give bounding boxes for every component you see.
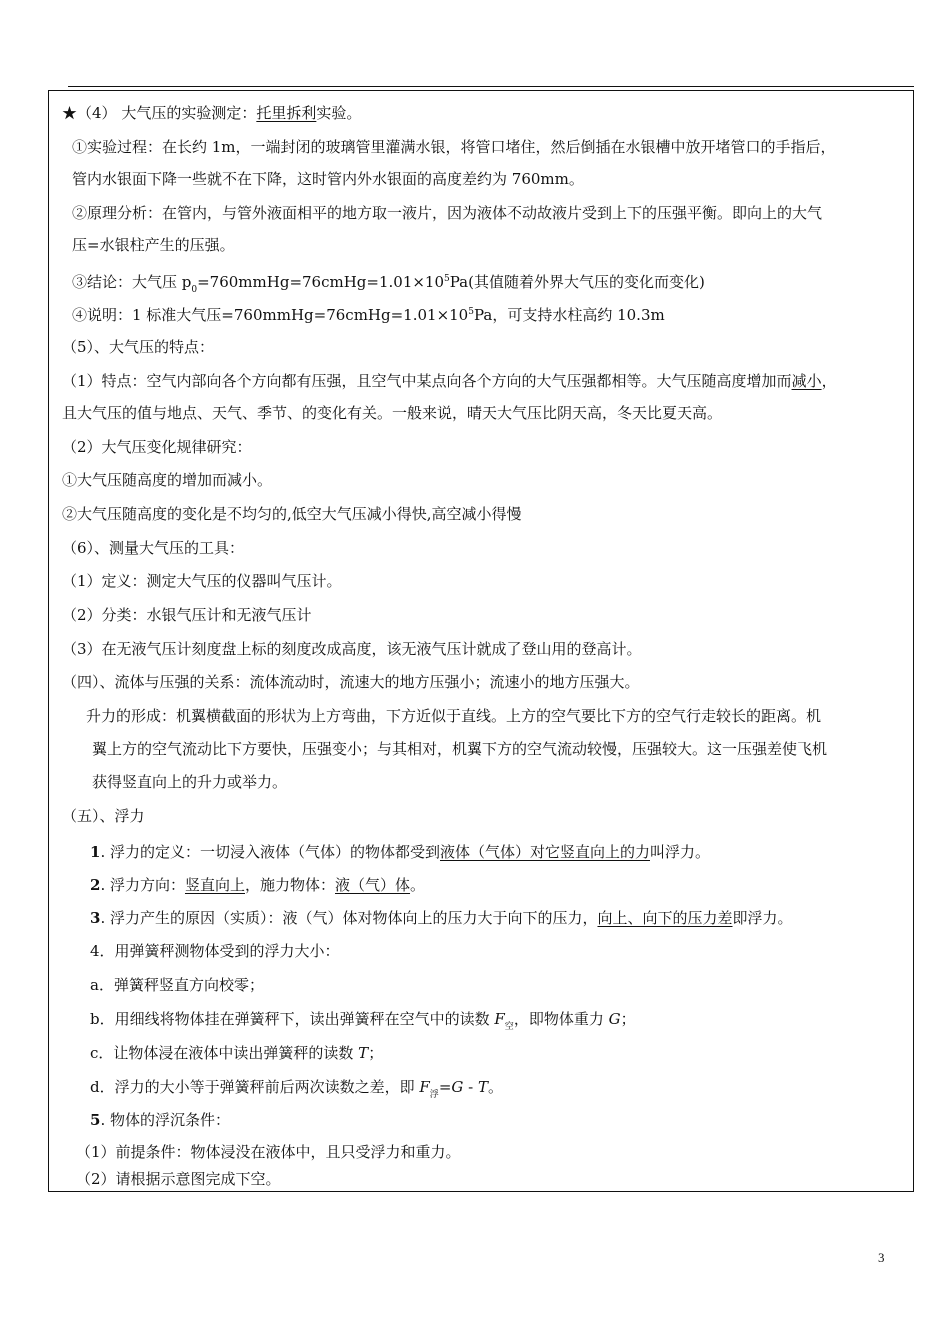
altimeter-note: （3）在无液气压计刻度盘上标的刻度改成高度，该无液气压计就成了登山用的登高计。 xyxy=(62,640,642,658)
rule-b: ②大气压随高度的变化是不均匀的,低空大气压减小得快,高空减小得慢 xyxy=(62,505,522,523)
principle-line-1: ②原理分析：在管内，与管外液面相平的地方取一液片，因为液体不动故液片受到上下的压强平衡。即向上的大气 xyxy=(72,204,823,222)
feature-line-2: 且大气压的值与地点、天气、季节、的变化有关。一般来说，晴天大气压比阴天高，冬天比夏天高。 xyxy=(62,404,723,422)
page-number: 3 xyxy=(878,1250,885,1265)
step-c: c．让物体浸在液体中读出弹簧秤的读数 T； xyxy=(90,1044,384,1062)
barometer-types: （2）分类：水银气压计和无液气压计 xyxy=(62,606,312,624)
principle-line-2: 压=水银柱产生的压强。 xyxy=(72,236,235,254)
torricelli-term: 托里拆利 xyxy=(256,104,317,122)
buoyancy-direction: 2. 浮力方向：竖直向上，施力物体：液（气）体。 xyxy=(90,876,426,894)
buoyancy-cause: 3. 浮力产生的原因（实质）：液（气）体对物体向上的压力大于向下的压力，向上、向下的压力差即浮力。 xyxy=(90,909,793,927)
conclusion-line: ③结论：大气压 $p_0=760mmHg=76cmHg=1.01\times 10^5Pa$(其值随着外界大气压的变化而变化) xyxy=(72,273,705,295)
note-line: ④说明：1 标准大气压$=760mmHg=76cmHg=1.01\times 10^5Pa$，可支持水柱高约 10.3m xyxy=(72,306,665,324)
header-rule xyxy=(68,86,914,87)
rule-title: （2）大气压变化规律研究： xyxy=(62,438,252,456)
step-b: b．用细线将物体挂在弹簧秤下，读出弹簧秤在空气中的读数 $F_空$，即物体重力 G； xyxy=(90,1010,636,1032)
condition-2: （2）请根据示意图完成下空。 xyxy=(76,1170,281,1188)
barometer-definition: （1）定义：测定大气压的仪器叫气压计。 xyxy=(62,572,342,590)
feature-line-1: （1）特点：空气内部向各个方向都有压强，且空气中某点向各个方向的大气压强都相等。大气压随高度增加而减小， xyxy=(62,372,837,390)
step-d: d．浮力的大小等于弹簧秤前后两次读数之差，即 $F_浮=G - T$。 xyxy=(90,1078,504,1100)
fluid-pressure-title: （四）、流体与压强的关系：流体流动时，流速大的地方压强小；流速小的地方压强大。 xyxy=(62,673,640,691)
process-line-2: 管内水银面下降一些就不在下降，这时管内外水银面的高度差约为 760mm。 xyxy=(72,170,584,188)
lift-line-3: 获得竖直向上的升力或举力。 xyxy=(92,773,288,791)
float-sink-title: 5. 物体的浮沉条件： xyxy=(90,1111,230,1129)
lift-line-2: 翼上方的空气流动比下方要快，压强变小；与其相对，机翼下方的空气流动较慢，压强较大。这一压强差使飞机 xyxy=(92,740,828,758)
process-line-1: ①实验过程：在长约 1m，一端封闭的玻璃管里灌满水银，将管口堵住，然后倒插在水银槽中放开堵管口的手指后， xyxy=(72,138,836,156)
lift-line-1: 升力的形成：机翼横截面的形状为上方弯曲，下方近似于直线。上方的空气要比下方的空气行走较长的距离。机 xyxy=(86,707,822,725)
step-a: a．弹簧秤竖直方向校零； xyxy=(90,976,264,994)
buoyancy-definition: 1. 浮力的定义：一切浸入液体（气体）的物体都受到液体（气体）对它竖直向上的力叫浮力。 xyxy=(90,843,711,861)
condition-1: （1）前提条件：物体浸没在液体中，且只受浮力和重力。 xyxy=(76,1143,461,1161)
section-5-title: （5）、大气压的特点： xyxy=(62,338,215,356)
section-6-title: （6）、测量大气压的工具： xyxy=(62,539,245,557)
buoyancy-title: （五）、浮力 xyxy=(62,807,145,825)
star-icon: ★ xyxy=(62,104,78,122)
spring-scale-title: 4．用弹簧秤测物体受到的浮力大小： xyxy=(90,942,340,960)
section-4-title: ★（4） 大气压的实验测定：托里拆利实验。 xyxy=(62,104,362,122)
rule-a: ①大气压随高度的增加而减小。 xyxy=(62,471,273,489)
